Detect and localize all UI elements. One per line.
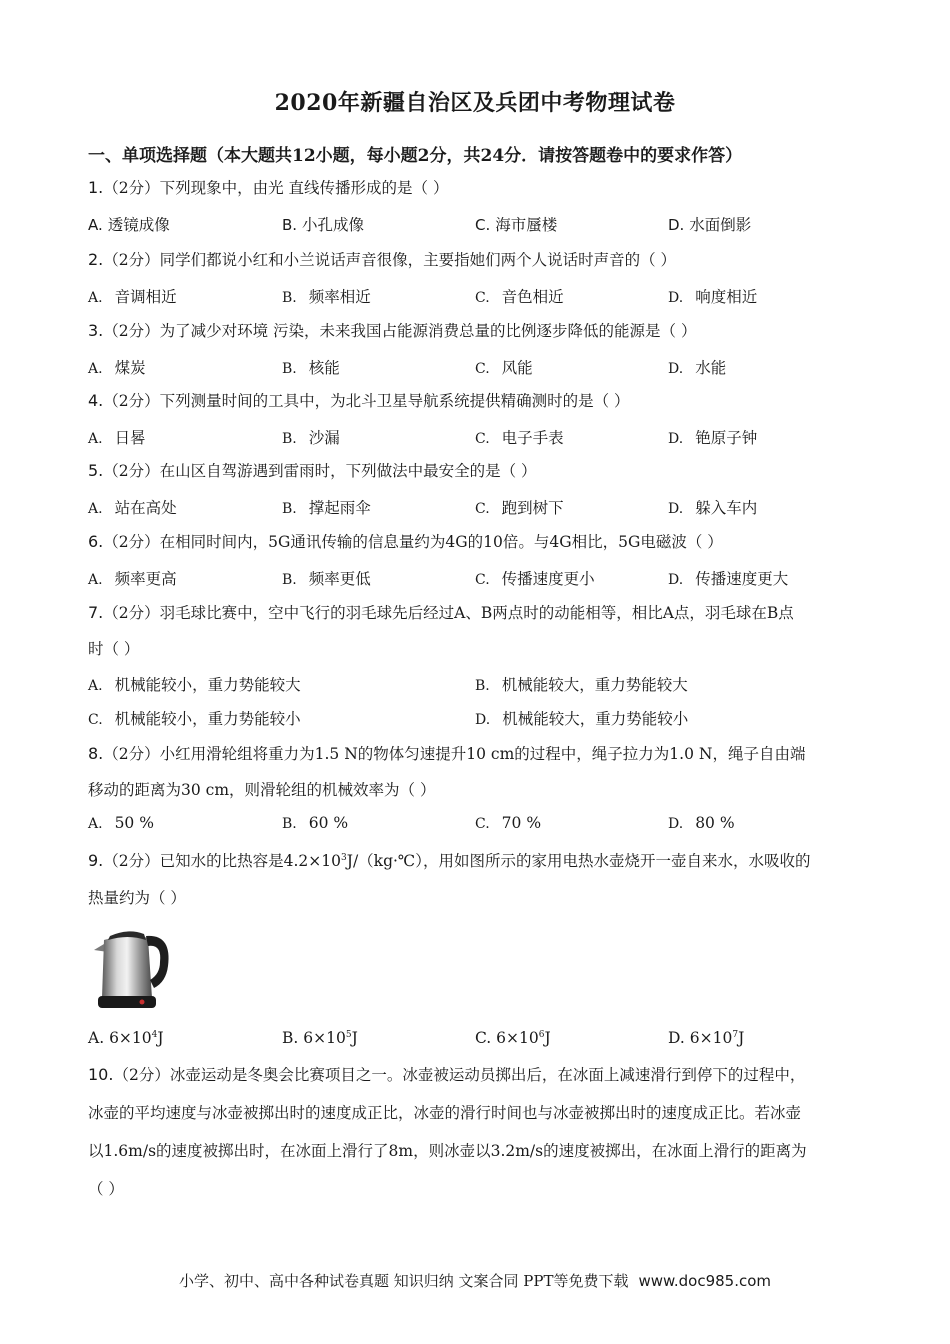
q6-option-d: D. 传播速度更大 (668, 570, 789, 588)
q8-option-c: C. 70 % (475, 814, 542, 832)
question-9-line-2: 热量约为（ ） (88, 889, 186, 907)
question-2: 2.（2分）同学们都说小红和小兰说话声音很像，主要指她们两个人说话时声音的（ ） (88, 250, 677, 269)
question-4: 4.（2分）下列测量时间的工具中，为北斗卫星导航系统提供精确测时的是（ ） (88, 391, 630, 410)
q8-option-b: B. 60 % (282, 814, 349, 832)
q3-option-a: A. 煤炭 (88, 359, 146, 377)
question-7: 7.（2分）羽毛球比赛中，空中飞行的羽毛球先后经过A、B两点时的动能相等，相比A点，羽毛球在B点 (88, 603, 794, 622)
question-10-line-2: 冰壶的平均速度与冰壶被掷出时的速度成正比，冰壶的滑行时间也与冰壶被掷出时的速度成正比。若冰壶 (88, 1104, 802, 1122)
question-10-line-3: 以1.6m/s的速度被掷出时，在冰面上滑行了8m，则冰壶以3.2m/s的速度被掷出，在冰面上滑行的距离为 (88, 1142, 807, 1160)
q5-option-d: D. 躲入车内 (668, 499, 758, 517)
q5-option-c: C. 跑到树下 (475, 499, 564, 517)
q5-option-b: B. 撑起雨伞 (282, 499, 371, 517)
q6-option-c: C. 传播速度更小 (475, 570, 595, 588)
question-8: 8.（2分）小红用滑轮组将重力为1.5 N的物体匀速提升10 cm的过程中，绳子拉力为1.0 N，绳子自由端 (88, 744, 806, 763)
question-10: 10.（2分）冰壶运动是冬奥会比赛项目之一。冰壶被运动员掷出后，在冰面上减速滑行到停下的过程中， (88, 1065, 806, 1084)
question-7-line-2: 时（ ） (88, 640, 140, 658)
q1-option-c: C. 海市蜃楼 (475, 216, 558, 234)
q2-option-a: A. 音调相近 (88, 288, 177, 306)
question-5: 5.（2分）在山区自驾游遇到雷雨时，下列做法中最安全的是（ ） (88, 461, 537, 480)
section-heading: 一、单项选择题（本大题共12小题，每小题2分，共24分．请按答题卷中的要求作答） (88, 146, 743, 166)
q1-option-b: B. 小孔成像 (282, 216, 365, 234)
footer (0, 1270, 950, 1291)
question-3: 3.（2分）为了减少对环境 污染，未来我国占能源消费总量的比例逐步降低的能源是（ ） (88, 321, 697, 340)
q9-option-a: A. $6\times 10^4J$ (88, 1029, 164, 1047)
q8-option-a: A. 50 % (88, 814, 154, 832)
q7-option-d: D. 机械能较大，重力势能较小 (475, 710, 689, 728)
q2-option-c: C. 音色相近 (475, 288, 564, 306)
q4-option-c: C. 电子手表 (475, 429, 564, 447)
q7-option-b: B. 机械能较大，重力势能较大 (475, 676, 688, 694)
q9-option-c: C. $6\times 10^6J$ (475, 1029, 551, 1047)
q3-option-b: B. 核能 (282, 359, 340, 377)
footer-url[interactable]: www.doc985.com (638, 1272, 772, 1290)
q1-option-d: D. 水面倒影 (668, 216, 752, 234)
question-6: 6.（2分）在相同时间内，5G通讯传输的信息量约为4G的10倍。与4G相比，5G电磁波（ ） (88, 532, 723, 551)
q8-option-d: D. 80 % (668, 814, 735, 832)
kettle-image (88, 922, 172, 1014)
q7-option-c: C. 机械能较小，重力势能较小 (88, 710, 301, 728)
q6-option-a: A. 频率更高 (88, 570, 177, 588)
q1-option-a: A. 透镜成像 (88, 216, 170, 234)
q2-option-b: B. 频率相近 (282, 288, 371, 306)
q7-option-a: A. 机械能较小，重力势能较大 (88, 676, 301, 694)
q9-option-d: D. $6\times 10^7J$ (668, 1029, 745, 1047)
q4-option-d: D. 铯原子钟 (668, 429, 758, 447)
q6-option-b: B. 频率更低 (282, 570, 371, 588)
question-8-line-2: 移动的距离为30 cm，则滑轮组的机械效率为（ ） (88, 781, 436, 799)
q5-option-a: A. 站在高处 (88, 499, 177, 517)
question-1: 1.（2分）下列现象中，由光 直线传播形成的是（ ） (88, 178, 449, 197)
footer-text: 小学、初中、高中各种试卷真题 知识归纳 文案合同 PPT等免费下载 (178, 1272, 629, 1290)
q4-option-b: B. 沙漏 (282, 429, 340, 447)
question-10-line-4: （ ） (88, 1180, 124, 1198)
page-title: 2020年新疆自治区及兵团中考物理试卷 (274, 90, 676, 116)
q4-option-a: A. 日晷 (88, 429, 146, 447)
q2-option-d: D. 响度相近 (668, 288, 758, 306)
q9-option-b: B. $6\times 10^5J$ (282, 1029, 358, 1047)
question-9: 9.（2分）已知水的比热容是$4.2\times 10^3J/(kg\cdot℃)$，用如图所示的家用电热水壶烧开一壶自来水，水吸收的 (88, 851, 811, 870)
q3-option-d: D. 水能 (668, 359, 727, 377)
q3-option-c: C. 风能 (475, 359, 533, 377)
